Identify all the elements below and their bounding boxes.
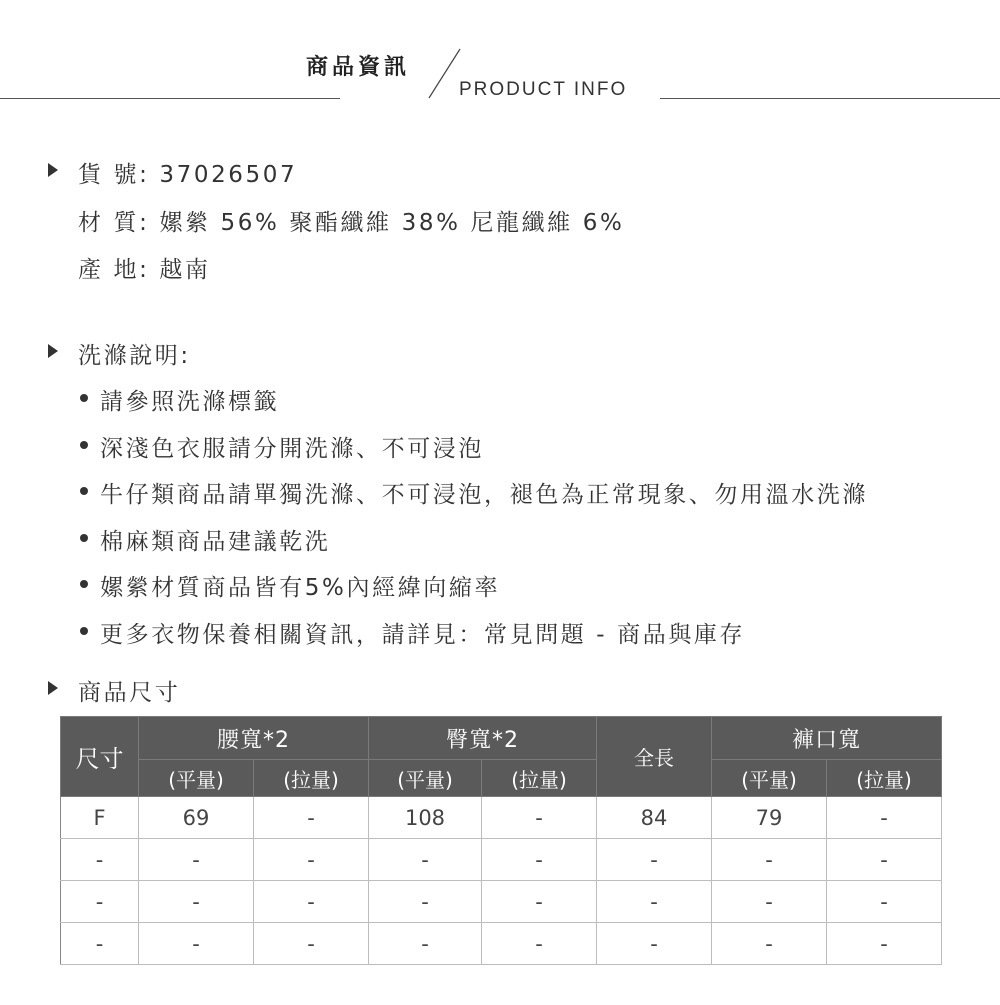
- bullet-dot-icon: [80, 441, 88, 449]
- page-subtitle: PRODUCT INFO: [459, 79, 628, 100]
- size-column-header: 尺寸: [61, 717, 139, 797]
- table-cell: -: [827, 923, 942, 965]
- table-cell: -: [139, 923, 254, 965]
- size-table: [60, 716, 942, 965]
- table-cell: -: [254, 797, 369, 839]
- table-cell: -: [139, 839, 254, 881]
- sub-header: (平量): [139, 760, 254, 797]
- washing-item: 棉麻類商品建議乾洗: [100, 529, 331, 555]
- sub-header: (拉量): [254, 760, 369, 797]
- bullet-dot-icon: [80, 627, 88, 635]
- material: 材 質: 嫘縈 56% 聚酯纖維 38% 尼龍纖維 6%: [78, 210, 625, 236]
- washing-item: 嫘縈材質商品皆有5%內經緯向縮率: [100, 575, 501, 601]
- sub-header: (拉量): [827, 760, 942, 797]
- table-row: [61, 923, 942, 965]
- washing-item: 牛仔類商品請單獨洗滌、不可浸泡，褪色為正常現象、勿用溫水洗滌: [100, 482, 868, 508]
- triangle-bullet-icon: [48, 681, 58, 695]
- triangle-bullet-icon: [48, 163, 58, 177]
- table-cell: 84: [597, 797, 712, 839]
- origin: 產 地: 越南: [78, 257, 211, 283]
- table-cell: -: [482, 839, 597, 881]
- table-cell: -: [254, 881, 369, 923]
- table-cell: -: [712, 839, 827, 881]
- table-cell: -: [712, 881, 827, 923]
- size-heading: 商品尺寸: [78, 680, 181, 706]
- bullet-dot-icon: [80, 534, 88, 542]
- triangle-bullet-icon: [48, 344, 58, 358]
- table-cell: -: [369, 881, 482, 923]
- sub-header: (平量): [369, 760, 482, 797]
- table-row: [61, 797, 942, 839]
- washing-heading: 洗滌說明:: [78, 343, 191, 369]
- table-cell: 108: [369, 797, 482, 839]
- waist-header: 腰寬*2: [139, 717, 369, 760]
- table-cell: -: [254, 839, 369, 881]
- table-cell: -: [61, 881, 139, 923]
- header-rule-right: [660, 98, 1000, 99]
- length-header: 全長: [597, 717, 712, 797]
- table-cell: F: [61, 797, 139, 839]
- table-cell: -: [827, 881, 942, 923]
- table-cell: 79: [712, 797, 827, 839]
- bullet-dot-icon: [80, 580, 88, 588]
- bullet-dot-icon: [80, 487, 88, 495]
- table-cell: -: [369, 923, 482, 965]
- header-slash-divider: [426, 48, 462, 100]
- table-row: [61, 839, 942, 881]
- hip-header: 臀寬*2: [369, 717, 597, 760]
- table-cell: -: [482, 881, 597, 923]
- table-cell: -: [597, 923, 712, 965]
- item-number: 貨 號: 37026507: [78, 162, 298, 188]
- table-cell: -: [61, 839, 139, 881]
- washing-item: 請參照洗滌標籤: [100, 389, 280, 415]
- page-title: 商品資訊: [306, 55, 411, 80]
- table-cell: -: [827, 839, 942, 881]
- table-row: [61, 881, 942, 923]
- header-rule-left: [0, 98, 340, 99]
- bullet-dot-icon: [80, 394, 88, 402]
- sub-header: (平量): [712, 760, 827, 797]
- table-cell: -: [482, 797, 597, 839]
- table-cell: -: [482, 923, 597, 965]
- table-cell: -: [369, 839, 482, 881]
- table-cell: -: [254, 923, 369, 965]
- table-cell: -: [827, 797, 942, 839]
- washing-item: 更多衣物保養相關資訊，請詳見：常見問題 - 商品與庫存: [100, 622, 746, 648]
- table-cell: -: [61, 923, 139, 965]
- table-cell: -: [712, 923, 827, 965]
- washing-item: 深淺色衣服請分開洗滌、不可浸泡: [100, 436, 484, 462]
- table-cell: -: [597, 881, 712, 923]
- table-cell: -: [139, 881, 254, 923]
- table-cell: 69: [139, 797, 254, 839]
- table-cell: -: [597, 839, 712, 881]
- leg-opening-header: 褲口寬: [712, 717, 942, 760]
- sub-header: (拉量): [482, 760, 597, 797]
